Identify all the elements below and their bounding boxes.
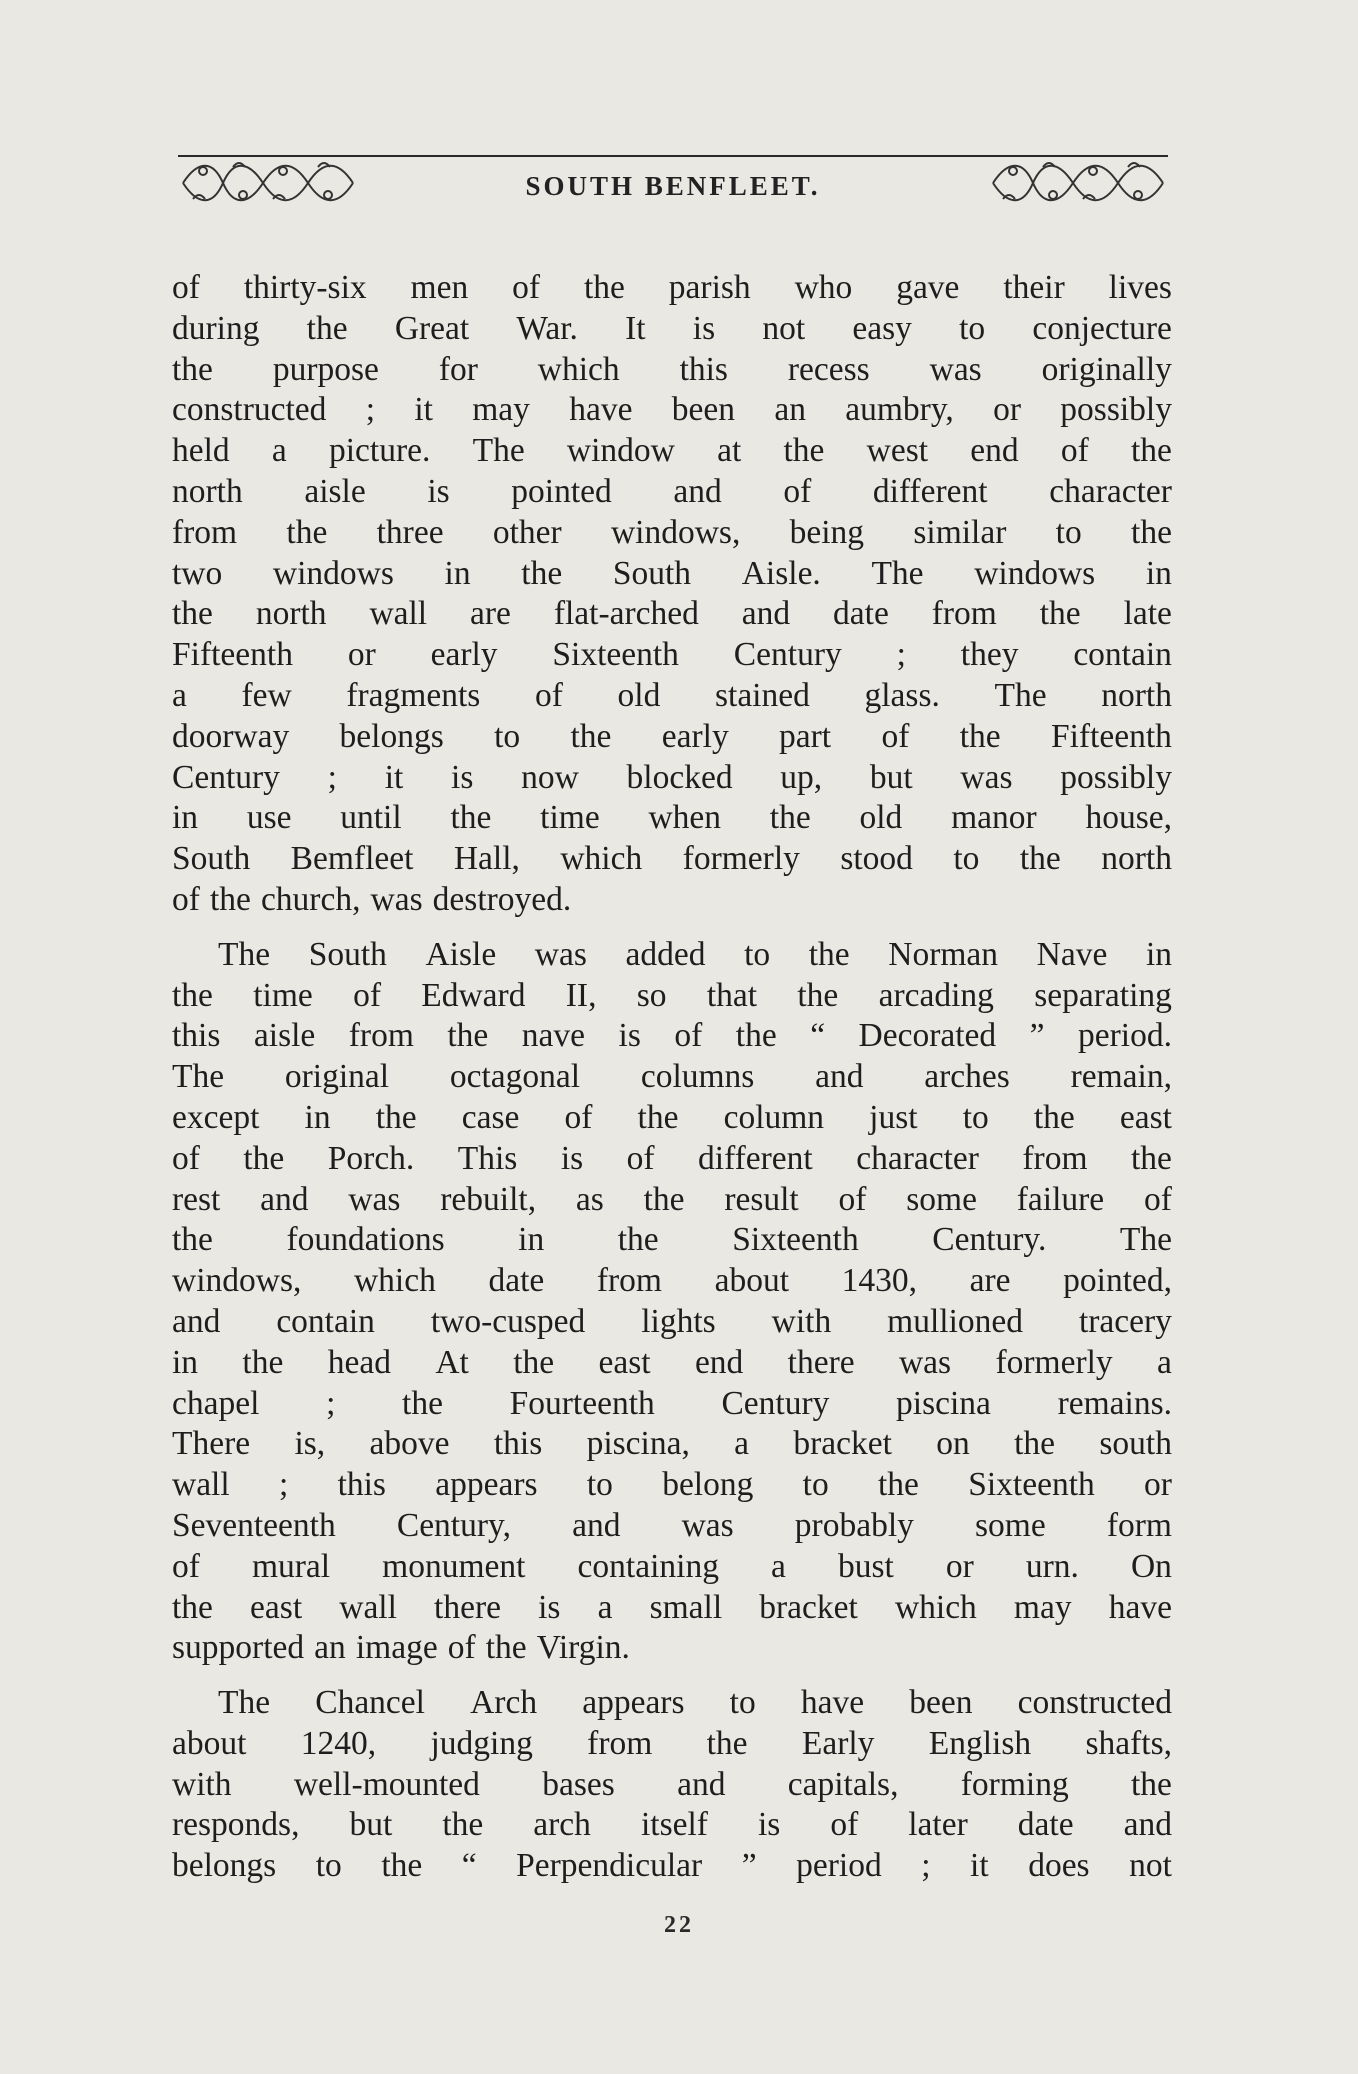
- text-line: There is, above this piscina, a bracket on the south: [172, 1425, 1172, 1463]
- paragraph: [172, 1683, 1172, 1887]
- running-head: SOUTH BENFLEET.: [525, 170, 821, 201]
- text-line: of thirty-six men of the parish who gave their lives: [172, 269, 1172, 306]
- text-line: of the Porch. This is of different character from the: [172, 1139, 1172, 1177]
- text-line: supported an image of the Virgin.: [172, 1629, 630, 1667]
- text-line: South Bemfleet Hall, which formerly stood to the north: [172, 840, 1172, 878]
- text-line: north aisle is pointed and of different character: [172, 472, 1172, 510]
- text-line: chapel ; the Fourteenth Century piscina remains.: [172, 1384, 1172, 1422]
- text-line: except in the case of the column just to the east: [172, 1098, 1172, 1136]
- paragraph: [172, 935, 1172, 1669]
- text-line: windows, which date from about 1430, are pointed,: [172, 1262, 1172, 1300]
- text-line: wall ; this appears to belong to the Sixteenth or: [172, 1466, 1172, 1504]
- text-line: in use until the time when the old manor house,: [172, 799, 1172, 837]
- page-number: 22: [664, 1912, 694, 1938]
- paragraph-gap: [172, 1669, 1172, 1683]
- text-line: with well-mounted bases and capitals, forming the: [172, 1765, 1172, 1803]
- text-line: held a picture. The window at the west end of the: [172, 432, 1172, 470]
- text-line: a few fragments of old stained glass. The north: [172, 676, 1172, 714]
- text-line: The Chancel Arch appears to have been constructed: [218, 1684, 1172, 1722]
- text-line: in the head At the east end there was formerly a: [172, 1343, 1172, 1381]
- text-line: of mural monument containing a bust or urn. On: [172, 1547, 1172, 1585]
- text-line: belongs to the “ Perpendicular ” period ; it does not: [172, 1847, 1172, 1885]
- left-floral-ornament-icon: [178, 155, 358, 211]
- page-header: [178, 152, 1168, 214]
- text-line: this aisle from the nave is of the “ Decorated ” period.: [172, 1017, 1172, 1055]
- paragraph: [172, 268, 1172, 921]
- text-line: the time of Edward II, so that the arcading separating: [172, 976, 1172, 1014]
- text-line: the purpose for which this recess was originally: [172, 350, 1172, 388]
- text-line: during the Great War. It is not easy to conjecture: [172, 309, 1172, 347]
- text-line: two windows in the South Aisle. The windows in: [172, 554, 1172, 592]
- text-line: doorway belongs to the early part of the Fifteenth: [172, 717, 1172, 755]
- right-floral-ornament-icon: [988, 155, 1168, 211]
- text-line: the east wall there is a small bracket which may have: [172, 1588, 1172, 1626]
- text-line: the north wall are flat-arched and date from the late: [172, 595, 1172, 633]
- text-line: The South Aisle was added to the Norman Nave in: [218, 935, 1172, 973]
- text-line: responds, but the arch itself is of later date and: [172, 1806, 1172, 1844]
- paragraph-gap: [172, 921, 1172, 935]
- text-line: and contain two-cusped lights with mullioned tracery: [172, 1302, 1172, 1340]
- text-line: Fifteenth or early Sixteenth Century ; they contain: [172, 636, 1172, 674]
- body-text: [172, 268, 1172, 1887]
- text-line: Seventeenth Century, and was probably some form: [172, 1506, 1172, 1544]
- text-line: rest and was rebuilt, as the result of some failure of: [172, 1180, 1172, 1218]
- text-line: about 1240, judging from the Early English shafts,: [172, 1724, 1172, 1762]
- text-line: Century ; it is now blocked up, but was possibly: [172, 758, 1172, 796]
- text-line: of the church, was destroyed.: [172, 880, 572, 918]
- text-line: constructed ; it may have been an aumbry, or possibly: [172, 391, 1172, 429]
- text-line: the foundations in the Sixteenth Century. The: [172, 1221, 1172, 1259]
- text-line: from the three other windows, being similar to the: [172, 513, 1172, 551]
- text-line: The original octagonal columns and arches remain,: [172, 1058, 1172, 1096]
